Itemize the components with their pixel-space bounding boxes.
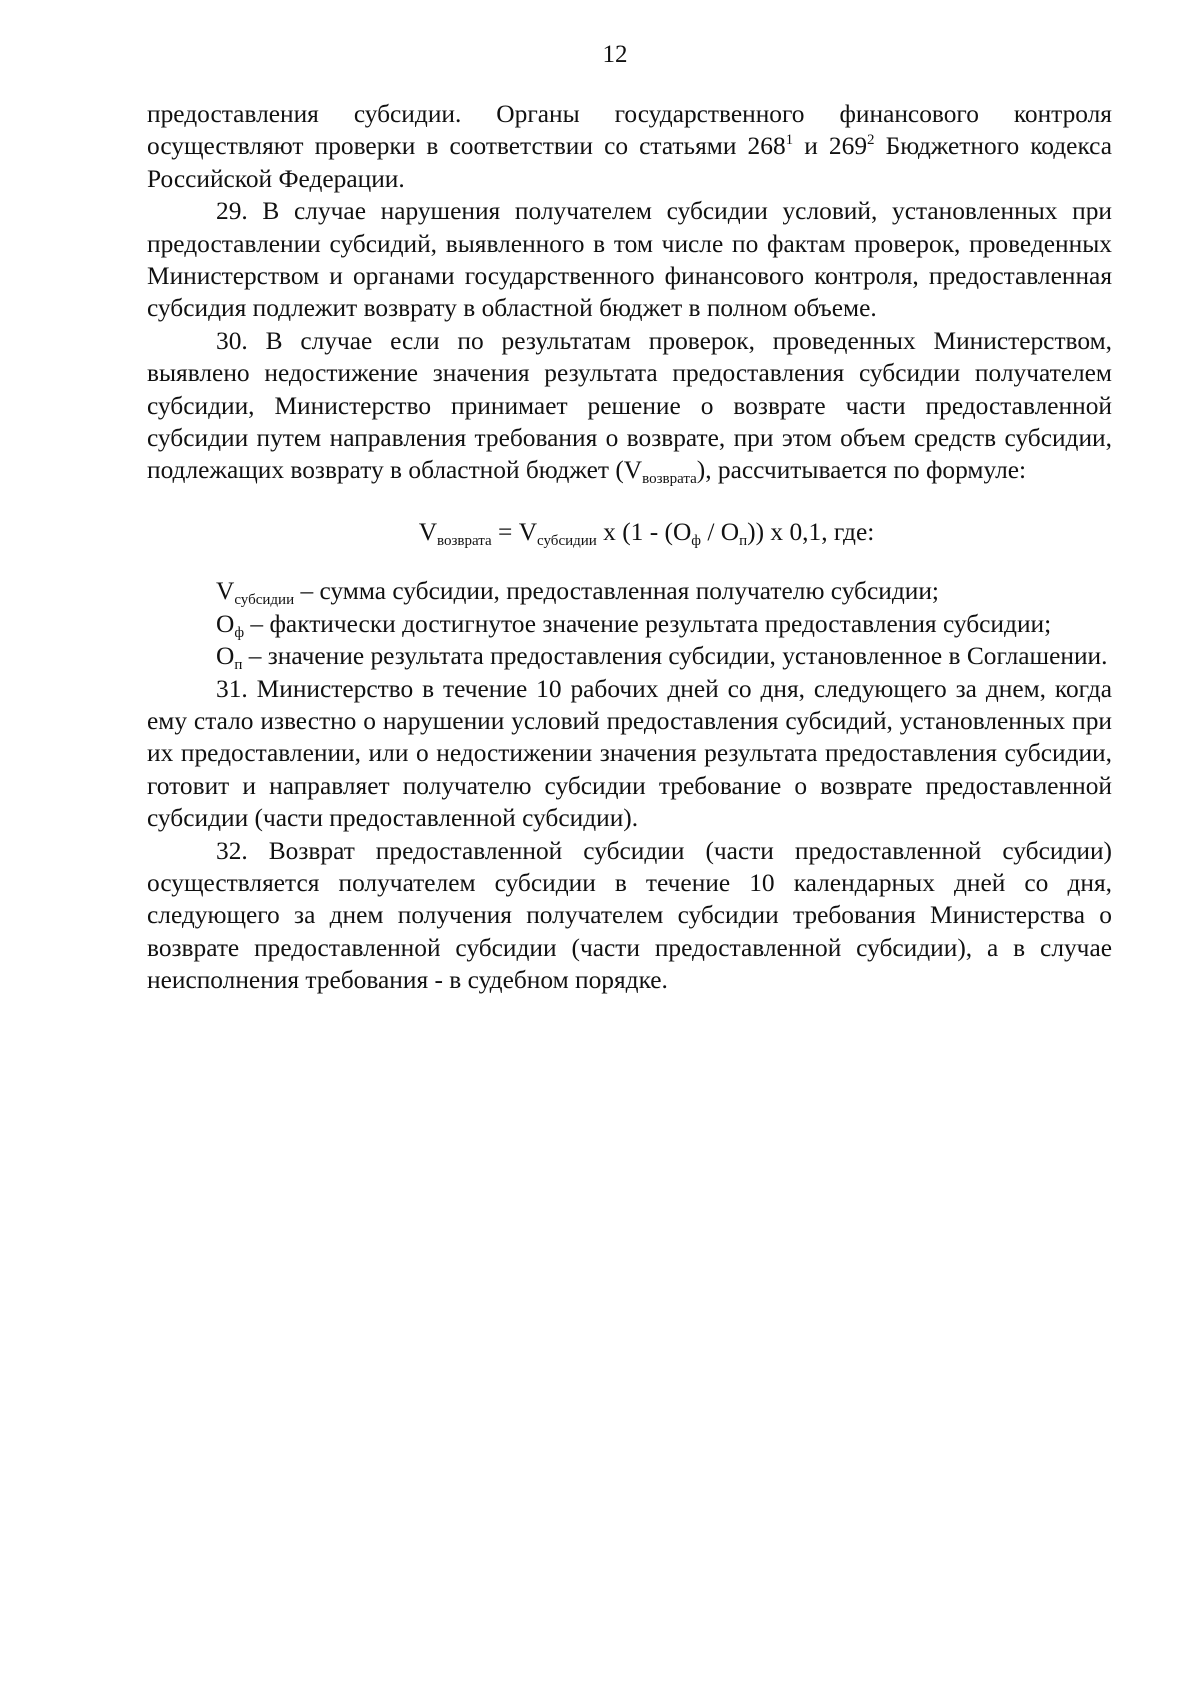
definition-op-text: – значение результата предоставления субсидии, установленное в Соглашении. — [242, 642, 1108, 671]
paragraph-30-text-part1: 30. В случае если по результатам проверок, проведенных Министерством, выявлено недостижение значения результата предоставления субсидии получателем субсидии, Министерство принимает решение о возврате части предоставленной субсидии путем направления требования о возврате, при этом объем средств субсидии, подлежащих возврату в областной бюджет (V — [147, 326, 1112, 485]
paragraph-28-text-part1: предоставления субсидии. Органы государственного финансового контроля осуществляют проверки в соответствии со статьями 268 — [147, 100, 1112, 161]
definition-of-subscript: ф — [234, 624, 245, 641]
definition-of-text: – фактически достигнутое значение результата предоставления субсидии; — [244, 609, 1052, 638]
article-269-superscript: 2 — [867, 132, 875, 149]
page-number: 12 — [602, 41, 628, 68]
definition-of-symbol: О — [216, 609, 235, 638]
article-268-superscript: 1 — [785, 132, 794, 149]
paragraph-29: 29. В случае нарушения получателем субсидии условий, установленных при предоставлении субсидий, выявленного в том числе по фактам проверок, проведенных Министерством и органами государственного финансового контроля, предоставленная субсидия подлежит возврату в областной бюджет в полном объеме. — [147, 197, 1112, 323]
formula-slash: / О — [701, 517, 740, 546]
formula-v-return: V — [418, 517, 438, 546]
paragraph-31: 31. Министерство в течение 10 рабочих дней со дня, следующего за днем, когда ему стало известно о нарушении условий предоставления субсидий, установленных при их предоставлении, или о недостижении значения результата предоставления субсидии, готовит и направляет получателю субсидии требование о возврате предоставленной субсидии (части предоставленной субсидии). — [147, 674, 1112, 833]
formula-sub-actual: ф — [691, 532, 702, 549]
definition-v-subscript: субсидии — [234, 592, 295, 609]
formula-sub-return: возврата — [437, 532, 492, 549]
definition-v-symbol: V — [216, 577, 235, 606]
definition-op-symbol: О — [216, 642, 235, 671]
paragraph-28-text-part3: Бюджетного кодекса Российской Федерации. — [147, 132, 1112, 193]
paragraph-32: 32. Возврат предоставленной субсидии (части предоставленной субсидии) осуществляется получателем субсидии в течение 10 календарных дней со дня, следующего за днем получения получателем субсидии требования Министерства о возврате предоставленной субсидии (части предоставленной субсидии), а в случае неисполнения требования - в судебном порядке. — [147, 836, 1112, 995]
definition-o-planned — [147, 640, 1112, 672]
formula-tail: )) х 0,1, где: — [747, 517, 875, 546]
paragraph-30 — [147, 325, 1112, 487]
definition-op-subscript: п — [234, 657, 243, 674]
paragraph-30-subscript: возврата — [642, 471, 697, 488]
formula-sub-planned: п — [739, 532, 748, 549]
return-formula — [147, 516, 1112, 548]
formula-middle: х (1 - (О — [596, 517, 692, 546]
paragraph-28-continuation — [147, 98, 1112, 195]
definition-o-actual — [147, 608, 1112, 640]
formula-equals-v: = V — [491, 517, 538, 546]
paragraph-28-text-part2: и 269 — [793, 132, 868, 161]
formula-sub-subsidy: субсидии — [537, 532, 597, 549]
definition-v-subsidy — [147, 575, 1112, 607]
document-body — [147, 98, 1112, 997]
definition-v-text: – сумма субсидии, предоставленная получателю субсидии; — [294, 577, 939, 606]
paragraph-30-text-part2: ), рассчитывается по формуле: — [696, 456, 1027, 485]
